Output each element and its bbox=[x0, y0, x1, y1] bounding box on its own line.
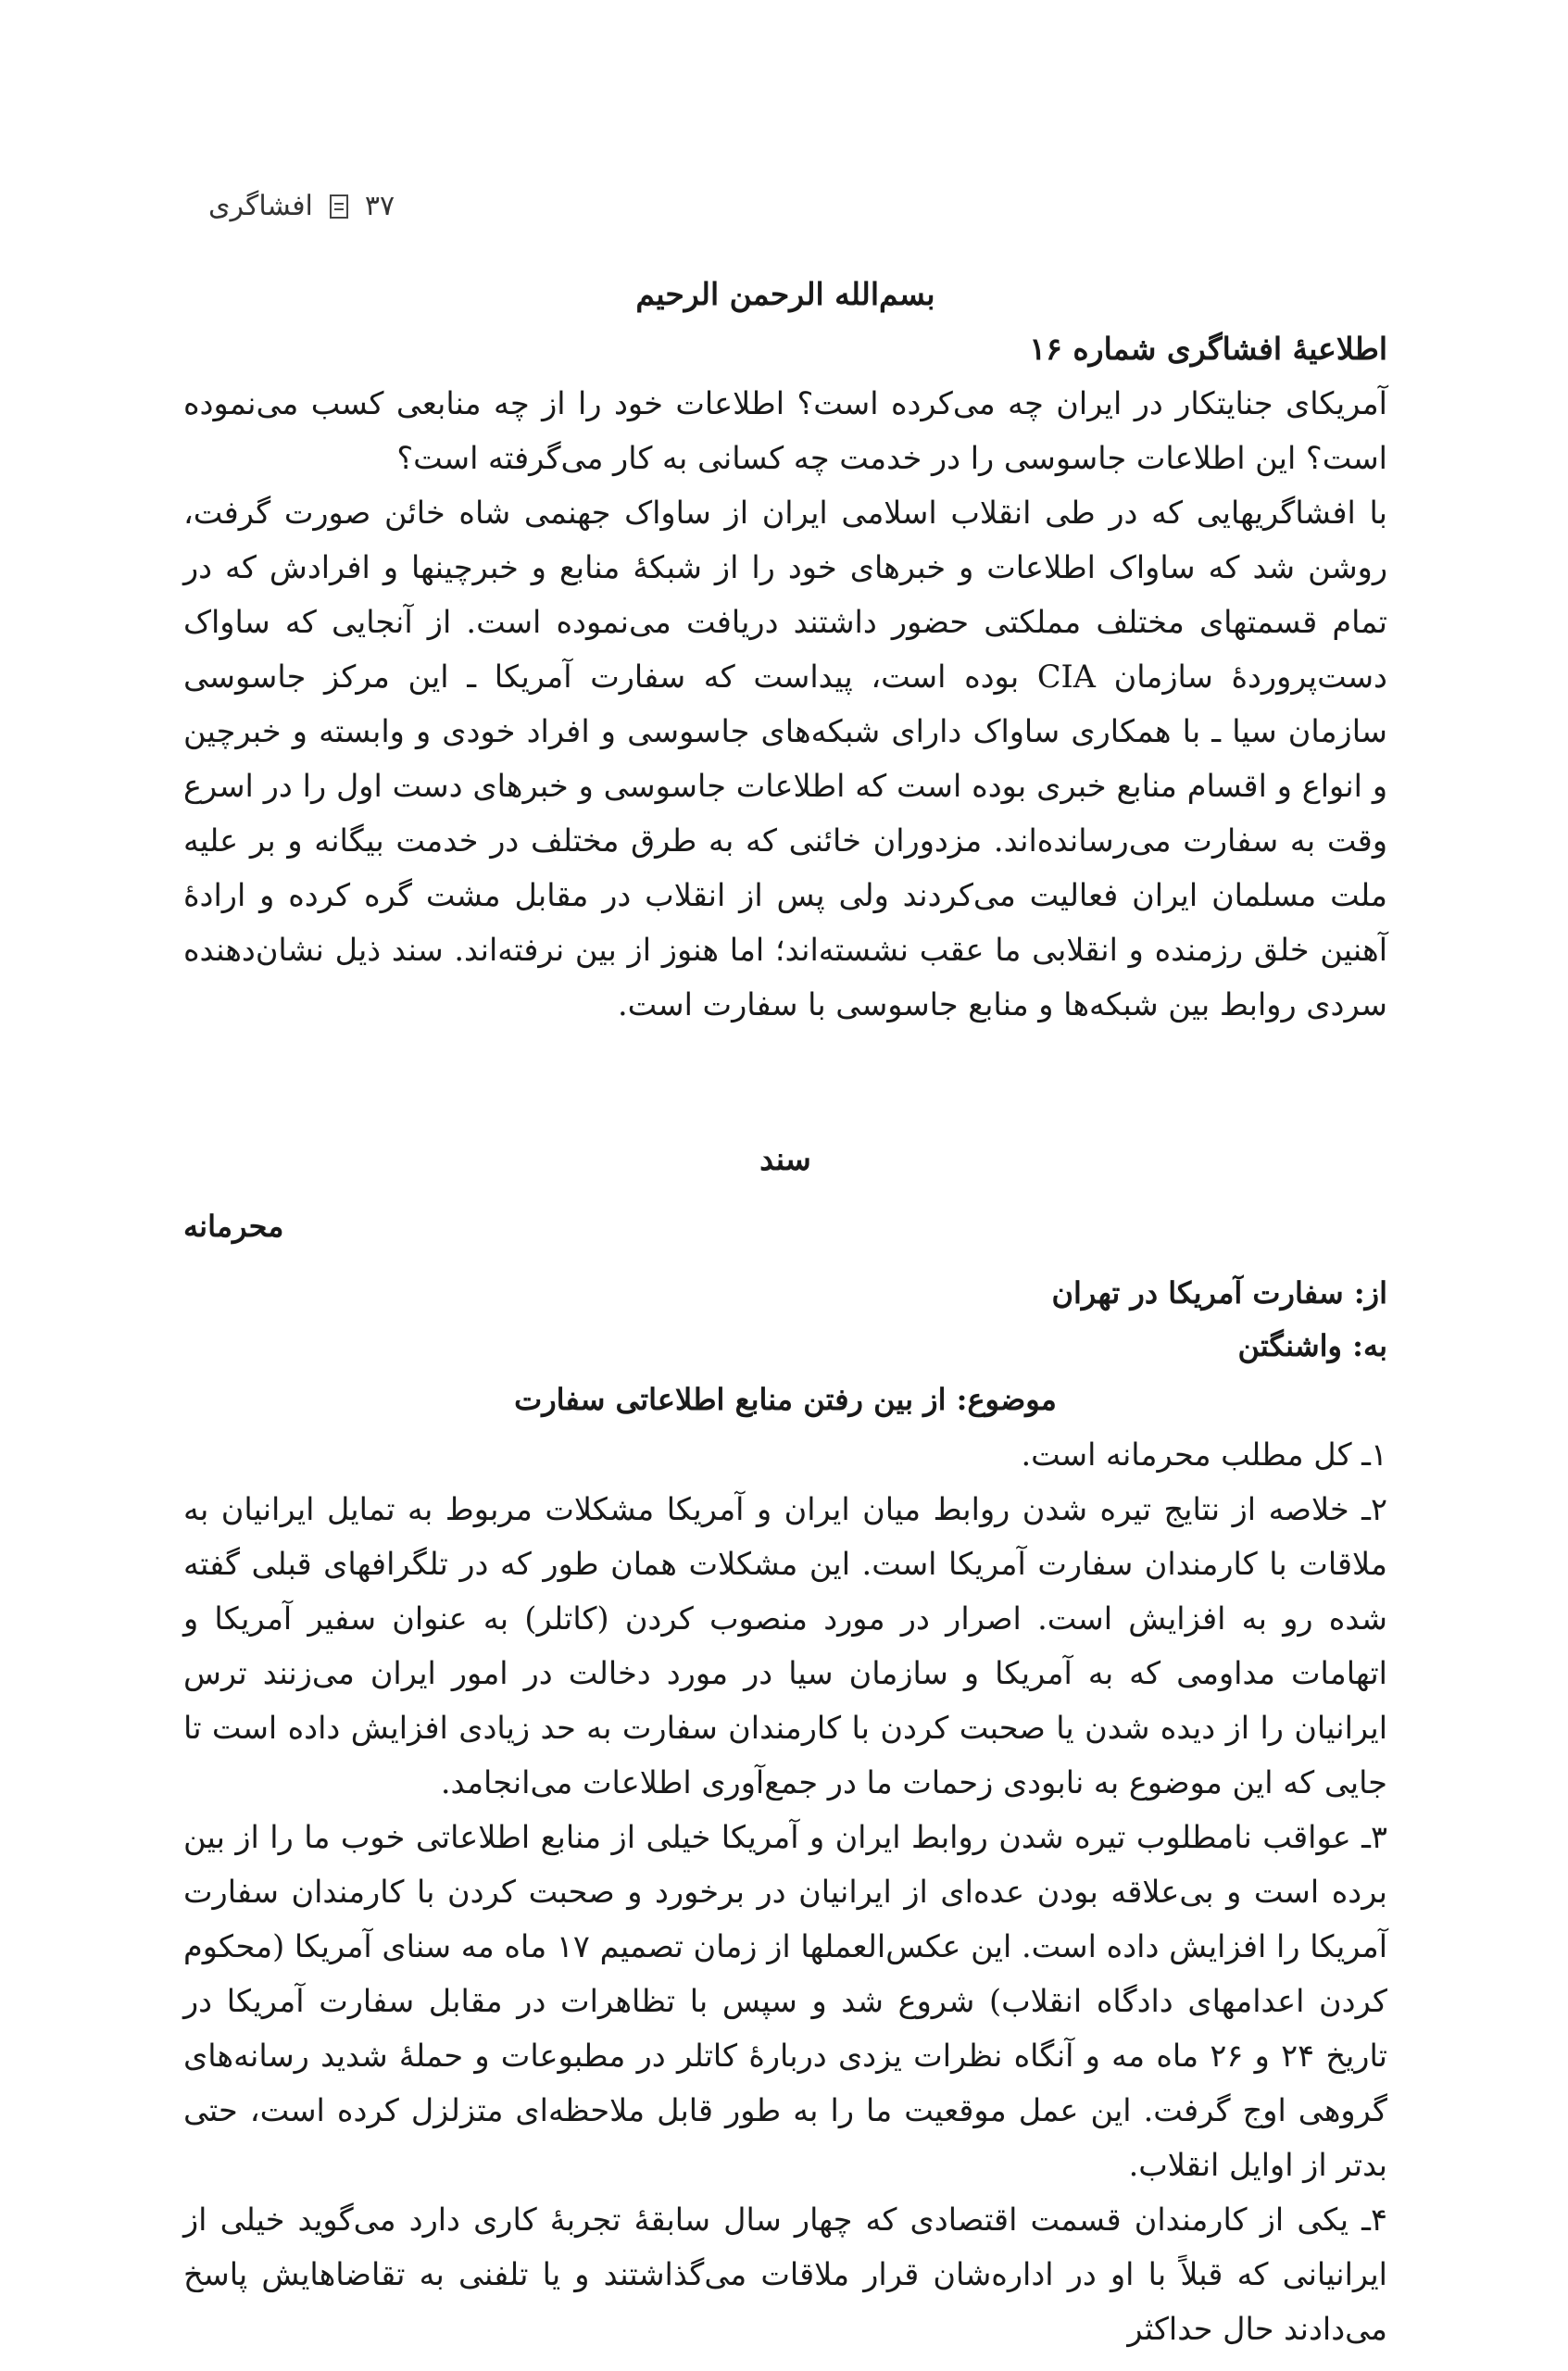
from-line: از: سفارت آمریکا در تهران bbox=[1051, 1275, 1387, 1311]
numbered-paragraph: ۳ـ عواقب نامطلوب تیره شدن روابط ایران و آمریکا خیلی از منابع اطلاعاتی خوب ما را از بین برده است و بی‌علاقه بودن عده‌ای از ایرانیان در برخورد و صحبت کردن با کارمندان سفارت آمریکا را افزایش داده است. این عکس‌العملها از زمان تصمیم ۱۷ ماه مه سنای آمریکا (محکوم کردن اعدامهای دادگاه انقلاب) شروع شد و سپس با تظاهرات در مقابل سفارت آمریکا در تاریخ ۲۴ و ۲۶ ماه مه و آنگاه نظرات یزدی دربارهٔ کاتلر در مطبوعات و حملهٔ شدید رسانه‌های گروهی اوج گرفت. این عمل موقعیت ما را به طور قابل ملاحظه‌ای متزلزل کرده است، حتی بدتر از اوایل انقلاب. bbox=[183, 1819, 1388, 2183]
basmala: بسم‌الله الرحمن الرحیم bbox=[635, 276, 935, 312]
to-line: به: واشنگتن bbox=[1237, 1328, 1387, 1363]
numbered-paragraph: ۲ـ خلاصه از نتایج تیره شدن روابط میان ایران و آمریکا مشکلات مربوط به تمایل ایرانیان به ملاقات با کارمندان سفارت آمریکا است. این مشکلات همان طور که در تلگرافهای قبلی گفته شده رو به افزایش است. اصرار در مورد منصوب کردن (کاتلر) به عنوان سفیر آمریکا و اتهامات مداومی که به آمریکا و سازمان سیا در مورد دخالت در امور ایران می‌زنند ترس ایرانیان را از دیده شدن یا صحبت کردن با کارمندان سفارت به حد زیادی افزایش داده است تا جایی که این موضوع به نابودی زحمات ما در جمع‌آوری اطلاعات می‌انجامد. bbox=[183, 1491, 1387, 1800]
page-content bbox=[183, 267, 1387, 2356]
page-number: ۳۷ bbox=[364, 190, 395, 222]
classification-label: محرمانه bbox=[183, 1209, 284, 1244]
subject-line: موضوع: از بین رفتن منابع اطلاعاتی سفارت bbox=[514, 1382, 1057, 1417]
numbered-paragraph: ۴ـ یکی از کارمندان قسمت اقتصادی که چهار سال سابقهٔ تجربهٔ کاری دارد می‌گوید خیلی از ایرانیانی که قبلاً با او در اداره‌شان قرار ملاقات می‌گذاشتند و یا تلفنی به تقاضاهایش پاسخ می‌دادند حال حداکثر bbox=[183, 2202, 1387, 2347]
document-icon bbox=[330, 194, 348, 219]
intro-paragraph: با افشاگریهایی که در طی انقلاب اسلامی ایران از ساواک جهنمی شاه خائن صورت گرفت، روشن شد که ساواک اطلاعات و خبرهای خود را از شبکهٔ منابع و خبرچینها و افرادش که در تمام قسمتهای مختلف مملکتی حضور داشتند دریافت می‌نموده است. از آنجایی که ساواک دست‌پروردهٔ سازمان CIA بوده است، پیداست که سفارت آمریکا ـ این مرکز جاسوسی سازمان سیا ـ با همکاری ساواک دارای شبکه‌های جاسوسی و افراد خودی و وابسته و خبرچین و انواع و اقسام منابع خبری بوده است که اطلاعات جاسوسی و خبرهای دست اول را در اسرع وقت به سفارت می‌رسانده‌اند. مزدوران خائنی که به طرق مختلف در خدمت بیگانه و بر علیه ملت مسلمان ایران فعالیت می‌کردند ولی پس از انقلاب در مقابل مشت گره کرده و ارادهٔ آهنین خلق رزمنده و انقلابی ما عقب نشسته‌اند؛ اما هنوز از بین نرفته‌اند. سند ذیل نشان‌دهنده سردی روابط بین شبکه‌ها و منابع جاسوسی با سفارت است. bbox=[183, 495, 1387, 1022]
announcement-title: اطلاعیهٔ افشاگری شماره ۱۶ bbox=[1029, 331, 1387, 367]
section-title: افشاگری bbox=[208, 190, 313, 222]
numbered-paragraph: ۱ـ کل مطلب محرمانه است. bbox=[1021, 1436, 1387, 1473]
intro-paragraph: آمریکای جنایتکار در ایران چه می‌کرده است؟ اطلاعات خود را از چه منابعی کسب می‌نموده است؟ این اطلاعات جاسوسی را در خدمت چه کسانی به کار می‌گرفته است؟ bbox=[183, 385, 1387, 476]
running-header bbox=[208, 190, 486, 222]
document-heading: سند bbox=[759, 1141, 811, 1177]
